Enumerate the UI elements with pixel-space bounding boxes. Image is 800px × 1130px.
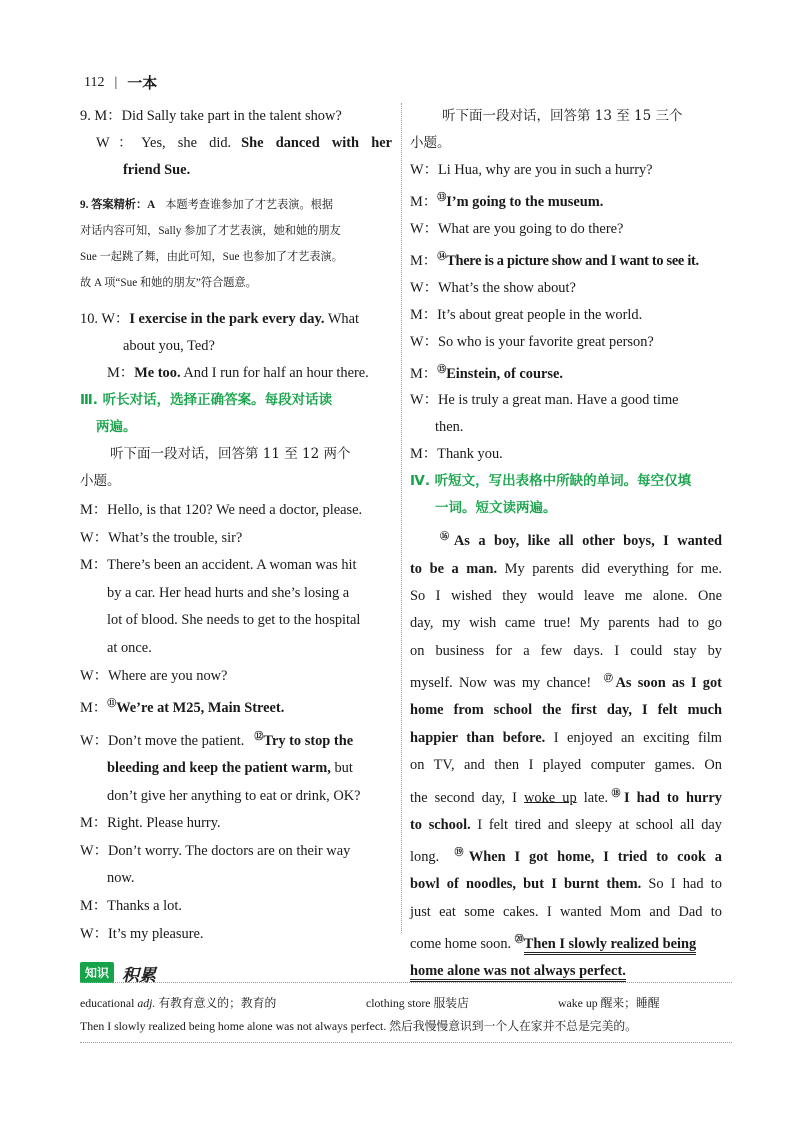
passage: ⑯As a boy, like all other boys, I wanted to be a man. My parents did everything for me. So I wished they would leave me alone. One day, my wish came true! My parents had to go on business for a few days. I could stay by myself. Now was my chance! ⑰As soon as I got home from school the first day, I felt much happier than before. I enjoyed an exciting film on TV, and then I played computer games. On the second day, I woke up late.⑱I had to hurry to school. I felt tired and sleepy at school all day long. ⑲When I got home, I tried to cook a bowl of noodles, but I burnt them. So I had to just eat some cakes. I wanted Mom and Dad to come home soon. ⑳Then I slowly realized being home alone was not always perfect. (410, 523, 722, 985)
q9-w-line: W：Yes, she did. She danced with her (96, 135, 392, 151)
knowledge-sentence: Then I slowly realized being home alone was not always perfect. 然后我慢慢意识到一个人在家并不总是完美的。 (80, 1019, 637, 1033)
double-underlined-sentence: home alone was not always perfect. (410, 963, 626, 982)
q9-w-line-2: friend Sue. (123, 162, 191, 178)
q10-m-line: M：Me too. And I run for half an hour there. (107, 365, 369, 381)
knowledge-item-1: educational adj. 有教育意义的；教育的 (80, 996, 277, 1010)
column-divider (401, 103, 402, 933)
knowledge-section-header (80, 962, 732, 984)
knowledge-rule (80, 982, 732, 983)
bottom-rule (80, 1042, 732, 1043)
page-number: 112 (84, 74, 105, 90)
section-4: Ⅳ. 听短文，写出表格中所缺的单词。每空仅填 一词。短文读两遍。 (410, 468, 722, 522)
brand-logo: 一本 (127, 74, 158, 92)
header-separator: | (114, 74, 118, 90)
question-9 (80, 103, 392, 184)
right-column (410, 103, 722, 986)
knowledge-item-2: clothing store 服装店 (366, 996, 469, 1010)
dialog-11-12: M：Hello, is that 120? We need a doctor, please. W：What’s the trouble, sir? M：There’s been an accident. A woman was hit by a car. Her head hurts and she’s losing a lot of blood. She needs to get to the hospital at once. W：Where are you now? M：⑪We’re at M25, Main Street. W：Don’t move the patient. ⑫Try to stop the bleeding and keep the patient warm, but don’t give her anything to eat or drink, OK? M：Right. Please hurry. W：Don’t worry. The doctors are on their way now. M：Thanks a lot. W：It’s my pleasure. (80, 502, 363, 942)
left-column (80, 103, 392, 948)
section-3-heading: Ⅲ. 听长对话，选择正确答案。每段对话读 (80, 392, 333, 408)
section-4-heading: Ⅳ. 听短文，写出表格中所缺的单词。每空仅填 (410, 473, 692, 490)
q10-w-line: 10. W：I exercise in the park every day. What (80, 311, 360, 327)
dialog-13-15: 听下面一段对话，回答第 13 至 15 三个 小题。 W：Li Hua, why are you in such a hurry? M：⑬I’m going to the museum. W：What are you going to do there? M：⑭There is a picture show and I want to see it. W：What’s the show about? M：It’s about great people in the world. W：So who is your favorite great person? M：⑮Einstein, of course. W：He is truly a great man. Have a good time then. M：Thank you. (410, 108, 699, 463)
analysis-label: 9. 答案精析：A (80, 199, 156, 211)
knowledge-badge: 知识 (80, 962, 114, 983)
section-3: Ⅲ. 听长对话，选择正确答案。每段对话读 两遍。 听下面一段对话，回答第 11 至 12 两个 小题。 (80, 387, 392, 495)
question-10: 10. W：I exercise in the park every day. What about you, Ted? M：Me too. And I run for half an hour there. (80, 306, 392, 387)
knowledge-item-3: wake up 醒来；睡醒 (558, 996, 660, 1010)
knowledge-badge-title: 积累 (122, 966, 156, 985)
page-header (84, 72, 157, 93)
underlined-phrase: woke up (524, 789, 577, 806)
q9-m-line: 9. M：Did Sally take part in the talent show? (80, 108, 342, 124)
analysis-9: 9. 答案精析：A 本题考查谁参加了才艺表演。根据 对话内容可知，Sally 参加了才艺表演，她和她的朋友 Sue 一起跳了舞，由此可知，Sue 也参加了才艺表演。 故 A 项“Sue 和她的朋友”符合题意。 (80, 199, 343, 289)
